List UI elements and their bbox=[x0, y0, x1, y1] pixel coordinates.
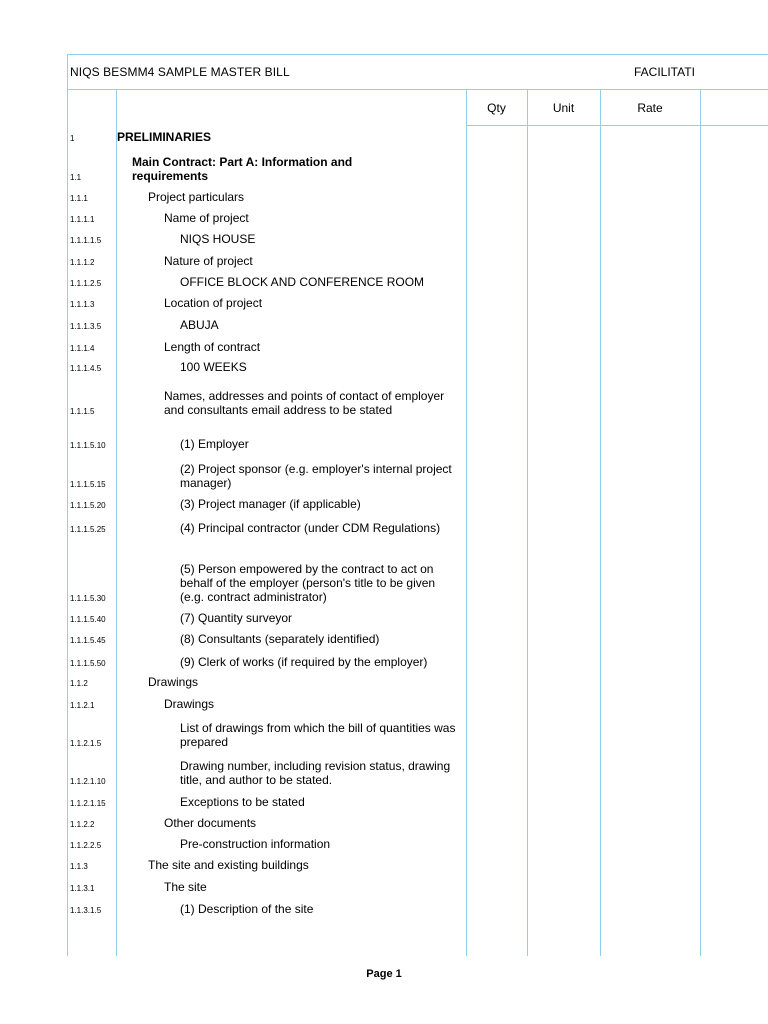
qty-column-divider bbox=[466, 89, 467, 956]
bill-title: NIQS BESMM4 SAMPLE MASTER BILL bbox=[70, 65, 290, 79]
item-description: NIQS HOUSE bbox=[180, 232, 256, 246]
item-number: 1.1.2.2.5 bbox=[70, 841, 102, 850]
item-description: The site bbox=[164, 880, 207, 894]
item-number: 1.1.1.3 bbox=[70, 300, 95, 309]
item-description: (1) Description of the site bbox=[180, 902, 314, 916]
item-number: 1.1.2.1 bbox=[70, 701, 95, 710]
item-number: 1.1.2 bbox=[70, 679, 88, 688]
item-number: 1.1 bbox=[70, 173, 82, 182]
item-description: PRELIMINARIES bbox=[117, 130, 212, 144]
number-column-divider bbox=[116, 89, 117, 956]
item-number: 1.1.1.1 bbox=[70, 215, 95, 224]
page-number: Page 1 bbox=[366, 968, 402, 980]
item-number: 1.1.1.5.40 bbox=[70, 615, 106, 624]
item-number: 1.1.1.4 bbox=[70, 344, 95, 353]
item-number: 1.1.1.2 bbox=[70, 258, 95, 267]
item-description: (5) Person empowered by the contract to act on behalf of the employer (person's title to be given (e.g. contract administrator) bbox=[180, 562, 436, 604]
item-description: Pre-construction information bbox=[180, 837, 331, 851]
item-number: 1.1.1.2.5 bbox=[70, 279, 102, 288]
item-number: 1.1.1.5.10 bbox=[70, 441, 106, 450]
item-description: Main Contract: Part A: Information and requirements bbox=[132, 155, 353, 183]
rate-column-divider bbox=[600, 89, 601, 956]
item-description: Drawing number, including revision status, drawing title, and author to be stated. bbox=[180, 759, 451, 787]
item-description: Length of contract bbox=[164, 340, 261, 354]
unit-column-divider bbox=[527, 89, 528, 956]
column-header-qty: Qty bbox=[487, 101, 506, 115]
item-description: Nature of project bbox=[164, 254, 253, 268]
item-number: 1.1.1.5.25 bbox=[70, 525, 106, 534]
item-description: (2) Project sponsor (e.g. employer's internal project manager) bbox=[180, 462, 452, 490]
item-description: The site and existing buildings bbox=[148, 858, 309, 872]
item-number: 1.1.3 bbox=[70, 862, 88, 871]
header-rule bbox=[67, 89, 768, 90]
item-description: (8) Consultants (separately identified) bbox=[180, 632, 380, 646]
item-description: Drawings bbox=[148, 675, 199, 689]
item-number: 1.1.3.1 bbox=[70, 884, 95, 893]
item-description: ABUJA bbox=[180, 318, 219, 332]
item-number: 1.1.2.2 bbox=[70, 820, 95, 829]
item-description: Name of project bbox=[164, 211, 249, 225]
item-number: 1.1.1 bbox=[70, 194, 88, 203]
item-number: 1.1.2.1.10 bbox=[70, 777, 106, 786]
right-column-divider bbox=[700, 89, 701, 956]
item-number: 1.1.1.1.5 bbox=[70, 236, 102, 245]
item-number: 1.1.1.3.5 bbox=[70, 322, 102, 331]
item-description: 100 WEEKS bbox=[180, 360, 247, 374]
item-number: 1 bbox=[70, 134, 75, 143]
item-number: 1.1.1.5.50 bbox=[70, 659, 106, 668]
item-description: (3) Project manager (if applicable) bbox=[180, 497, 361, 511]
column-header-rate: Rate bbox=[637, 101, 663, 115]
item-description: Names, addresses and points of contact of employer and consultants email address to be stated bbox=[164, 389, 445, 417]
item-description: (9) Clerk of works (if required by the employer) bbox=[180, 655, 428, 669]
column-header-rule bbox=[466, 125, 768, 126]
item-description: Other documents bbox=[164, 816, 257, 830]
left-border bbox=[67, 54, 68, 956]
item-description: Drawings bbox=[164, 697, 215, 711]
item-number: 1.1.1.5.45 bbox=[70, 636, 106, 645]
item-description: Exceptions to be stated bbox=[180, 795, 305, 809]
header-right-text: FACILITATI bbox=[634, 65, 695, 79]
item-number: 1.1.1.4.5 bbox=[70, 364, 102, 373]
item-description: (1) Employer bbox=[180, 437, 249, 451]
item-description: List of drawings from which the bill of quantities was prepared bbox=[180, 721, 456, 749]
item-description: Project particulars bbox=[148, 190, 245, 204]
item-number: 1.1.3.1.5 bbox=[70, 906, 102, 915]
item-number: 1.1.2.1.15 bbox=[70, 799, 106, 808]
item-description: Location of project bbox=[164, 296, 263, 310]
column-header-unit: Unit bbox=[552, 101, 575, 115]
item-number: 1.1.1.5 bbox=[70, 407, 95, 416]
top-rule bbox=[67, 54, 768, 55]
item-number: 1.1.1.5.30 bbox=[70, 594, 106, 603]
item-description: OFFICE BLOCK AND CONFERENCE ROOM bbox=[180, 275, 425, 289]
item-description: (4) Principal contractor (under CDM Regulations) bbox=[180, 521, 441, 535]
item-number: 1.1.1.5.15 bbox=[70, 480, 106, 489]
item-number: 1.1.1.5.20 bbox=[70, 501, 106, 510]
item-description: (7) Quantity surveyor bbox=[180, 611, 293, 625]
item-number: 1.1.2.1.5 bbox=[70, 739, 102, 748]
